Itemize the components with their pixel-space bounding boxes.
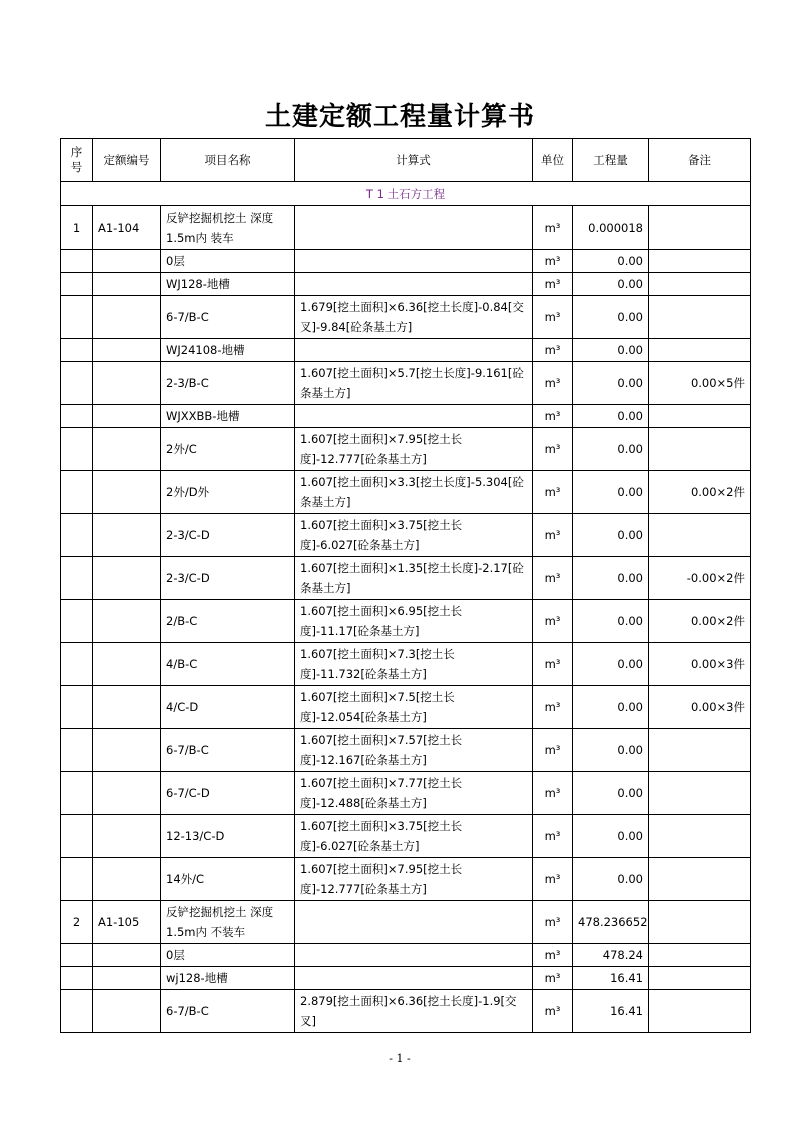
table-row bbox=[61, 557, 751, 600]
row-code bbox=[93, 471, 161, 514]
table-row bbox=[61, 858, 751, 901]
row-remark: 0.00×3件 bbox=[649, 643, 751, 686]
row-remark: -0.00×2件 bbox=[649, 557, 751, 600]
row-seq bbox=[61, 643, 93, 686]
row-code bbox=[93, 967, 161, 990]
header-quantity: 工程量 bbox=[573, 139, 649, 182]
row-quantity: 0.00 bbox=[573, 428, 649, 471]
row-name: 2外/D外 bbox=[161, 471, 295, 514]
section-title: T 1 土石方工程 bbox=[61, 182, 751, 206]
row-quantity: 16.41 bbox=[573, 990, 649, 1033]
row-code bbox=[93, 643, 161, 686]
row-unit: m³ bbox=[533, 600, 573, 643]
row-name: WJXXBB-地槽 bbox=[161, 405, 295, 428]
row-seq bbox=[61, 815, 93, 858]
page-number: - 1 - bbox=[389, 1052, 411, 1065]
row-formula bbox=[295, 944, 533, 967]
row-formula: 1.607[挖土面积]×7.95[挖土长度]-12.777[砼条基土方] bbox=[295, 428, 533, 471]
table-row bbox=[61, 471, 751, 514]
row-name: 2外/C bbox=[161, 428, 295, 471]
row-formula: 1.607[挖土面积]×5.7[挖土长度]-9.161[砼条基土方] bbox=[295, 362, 533, 405]
row-quantity: 478.24 bbox=[573, 944, 649, 967]
row-quantity: 0.00 bbox=[573, 815, 649, 858]
row-remark bbox=[649, 514, 751, 557]
row-quantity: 0.000018 bbox=[573, 206, 649, 250]
table-row bbox=[61, 967, 751, 990]
row-seq bbox=[61, 967, 93, 990]
row-name: 2-3/B-C bbox=[161, 362, 295, 405]
row-quantity: 0.00 bbox=[573, 514, 649, 557]
row-formula: 1.607[挖土面积]×3.75[挖土长度]-6.027[砼条基土方] bbox=[295, 815, 533, 858]
row-unit: m³ bbox=[533, 858, 573, 901]
row-name: WJ24108-地槽 bbox=[161, 339, 295, 362]
header-name: 项目名称 bbox=[161, 139, 295, 182]
row-name: 0层 bbox=[161, 250, 295, 273]
row-quantity: 0.00 bbox=[573, 686, 649, 729]
row-remark bbox=[649, 339, 751, 362]
row-remark bbox=[649, 250, 751, 273]
row-remark bbox=[649, 967, 751, 990]
row-seq bbox=[61, 405, 93, 428]
row-code bbox=[93, 600, 161, 643]
row-formula bbox=[295, 901, 533, 944]
table-row bbox=[61, 206, 751, 250]
row-code: A1-104 bbox=[93, 206, 161, 250]
header-remark: 备注 bbox=[649, 139, 751, 182]
row-unit: m³ bbox=[533, 729, 573, 772]
row-formula: 1.607[挖土面积]×3.3[挖土长度]-5.304[砼条基土方] bbox=[295, 471, 533, 514]
row-name: 4/B-C bbox=[161, 643, 295, 686]
row-seq bbox=[61, 514, 93, 557]
calculation-table bbox=[60, 138, 751, 1033]
table-row bbox=[61, 643, 751, 686]
table-row bbox=[61, 600, 751, 643]
header-code: 定额编号 bbox=[93, 139, 161, 182]
row-unit: m³ bbox=[533, 206, 573, 250]
row-name: 0层 bbox=[161, 944, 295, 967]
row-formula: 1.607[挖土面积]×1.35[挖土长度]-2.17[砼条基土方] bbox=[295, 557, 533, 600]
row-code bbox=[93, 339, 161, 362]
row-name: 6-7/C-D bbox=[161, 772, 295, 815]
row-name: 2/B-C bbox=[161, 600, 295, 643]
row-name: 6-7/B-C bbox=[161, 990, 295, 1033]
row-quantity: 0.00 bbox=[573, 339, 649, 362]
row-unit: m³ bbox=[533, 643, 573, 686]
row-quantity: 0.00 bbox=[573, 772, 649, 815]
table-row bbox=[61, 296, 751, 339]
row-formula bbox=[295, 206, 533, 250]
row-seq bbox=[61, 772, 93, 815]
row-quantity: 0.00 bbox=[573, 296, 649, 339]
row-unit: m³ bbox=[533, 273, 573, 296]
table-row bbox=[61, 362, 751, 405]
row-seq bbox=[61, 428, 93, 471]
row-code bbox=[93, 362, 161, 405]
row-formula bbox=[295, 967, 533, 990]
row-formula: 2.879[挖土面积]×6.36[挖土长度]-1.9[交叉] bbox=[295, 990, 533, 1033]
row-remark: 0.00×5件 bbox=[649, 362, 751, 405]
header-row bbox=[61, 139, 751, 182]
table-row bbox=[61, 250, 751, 273]
row-quantity: 0.00 bbox=[573, 362, 649, 405]
row-code: A1-105 bbox=[93, 901, 161, 944]
row-name: 2-3/C-D bbox=[161, 514, 295, 557]
header-formula: 计算式 bbox=[295, 139, 533, 182]
table-row bbox=[61, 686, 751, 729]
row-seq bbox=[61, 557, 93, 600]
row-remark bbox=[649, 990, 751, 1033]
row-name: 2-3/C-D bbox=[161, 557, 295, 600]
row-seq bbox=[61, 729, 93, 772]
row-code bbox=[93, 296, 161, 339]
row-name: 反铲挖掘机挖土 深度1.5m内 装车 bbox=[161, 206, 295, 250]
row-unit: m³ bbox=[533, 557, 573, 600]
header-seq: 序号 bbox=[61, 139, 93, 182]
row-unit: m³ bbox=[533, 815, 573, 858]
row-seq bbox=[61, 339, 93, 362]
row-quantity: 16.41 bbox=[573, 967, 649, 990]
header-unit: 单位 bbox=[533, 139, 573, 182]
table-row bbox=[61, 405, 751, 428]
row-seq bbox=[61, 362, 93, 405]
row-name: 反铲挖掘机挖土 深度1.5m内 不装车 bbox=[161, 901, 295, 944]
row-code bbox=[93, 729, 161, 772]
row-code bbox=[93, 990, 161, 1033]
table-row bbox=[61, 901, 751, 944]
row-formula bbox=[295, 405, 533, 428]
row-remark bbox=[649, 729, 751, 772]
row-code bbox=[93, 514, 161, 557]
row-unit: m³ bbox=[533, 296, 573, 339]
row-unit: m³ bbox=[533, 362, 573, 405]
row-name: WJ128-地槽 bbox=[161, 273, 295, 296]
row-code bbox=[93, 428, 161, 471]
row-seq bbox=[61, 471, 93, 514]
table-row bbox=[61, 944, 751, 967]
row-formula bbox=[295, 339, 533, 362]
row-name: 14外/C bbox=[161, 858, 295, 901]
table-row bbox=[61, 514, 751, 557]
row-code bbox=[93, 250, 161, 273]
table-row bbox=[61, 428, 751, 471]
row-seq bbox=[61, 858, 93, 901]
row-unit: m³ bbox=[533, 471, 573, 514]
row-unit: m³ bbox=[533, 405, 573, 428]
row-unit: m³ bbox=[533, 686, 573, 729]
table-row bbox=[61, 815, 751, 858]
row-seq bbox=[61, 296, 93, 339]
table-row bbox=[61, 772, 751, 815]
row-formula: 1.607[挖土面积]×7.5[挖土长度]-12.054[砼条基土方] bbox=[295, 686, 533, 729]
row-remark bbox=[649, 858, 751, 901]
row-quantity: 0.00 bbox=[573, 250, 649, 273]
row-quantity: 0.00 bbox=[573, 729, 649, 772]
row-formula: 1.607[挖土面积]×7.57[挖土长度]-12.167[砼条基土方] bbox=[295, 729, 533, 772]
row-quantity: 0.00 bbox=[573, 858, 649, 901]
row-seq bbox=[61, 273, 93, 296]
row-formula: 1.607[挖土面积]×7.77[挖土长度]-12.488[砼条基土方] bbox=[295, 772, 533, 815]
row-name: 6-7/B-C bbox=[161, 296, 295, 339]
table-row bbox=[61, 339, 751, 362]
row-remark bbox=[649, 273, 751, 296]
row-quantity: 0.00 bbox=[573, 557, 649, 600]
row-seq: 1 bbox=[61, 206, 93, 250]
row-remark bbox=[649, 405, 751, 428]
row-unit: m³ bbox=[533, 514, 573, 557]
row-formula: 1.679[挖土面积]×6.36[挖土长度]-0.84[交叉]-9.84[砼条基土方] bbox=[295, 296, 533, 339]
row-code bbox=[93, 405, 161, 428]
section-row bbox=[61, 182, 751, 206]
row-unit: m³ bbox=[533, 901, 573, 944]
row-remark bbox=[649, 944, 751, 967]
row-quantity: 0.00 bbox=[573, 600, 649, 643]
row-seq bbox=[61, 600, 93, 643]
row-seq: 2 bbox=[61, 901, 93, 944]
row-unit: m³ bbox=[533, 967, 573, 990]
document-title: 土建定额工程量计算书 bbox=[264, 102, 535, 132]
row-formula: 1.607[挖土面积]×7.3[挖土长度]-11.732[砼条基土方] bbox=[295, 643, 533, 686]
row-unit: m³ bbox=[533, 772, 573, 815]
row-formula bbox=[295, 250, 533, 273]
row-remark: 0.00×2件 bbox=[649, 600, 751, 643]
row-name: 6-7/B-C bbox=[161, 729, 295, 772]
row-seq bbox=[61, 944, 93, 967]
row-formula: 1.607[挖土面积]×3.75[挖土长度]-6.027[砼条基土方] bbox=[295, 514, 533, 557]
row-remark bbox=[649, 206, 751, 250]
row-remark: 0.00×2件 bbox=[649, 471, 751, 514]
row-remark bbox=[649, 428, 751, 471]
row-seq bbox=[61, 250, 93, 273]
row-quantity: 0.00 bbox=[573, 273, 649, 296]
row-seq bbox=[61, 990, 93, 1033]
row-remark bbox=[649, 296, 751, 339]
row-formula bbox=[295, 273, 533, 296]
row-code bbox=[93, 686, 161, 729]
row-code bbox=[93, 772, 161, 815]
table-row bbox=[61, 729, 751, 772]
table-row bbox=[61, 990, 751, 1033]
row-quantity: 0.00 bbox=[573, 643, 649, 686]
row-formula: 1.607[挖土面积]×6.95[挖土长度]-11.17[砼条基土方] bbox=[295, 600, 533, 643]
row-code bbox=[93, 815, 161, 858]
row-unit: m³ bbox=[533, 250, 573, 273]
row-name: 12-13/C-D bbox=[161, 815, 295, 858]
row-name: wj128-地槽 bbox=[161, 967, 295, 990]
row-unit: m³ bbox=[533, 944, 573, 967]
row-code bbox=[93, 858, 161, 901]
row-code bbox=[93, 273, 161, 296]
row-remark: 0.00×3件 bbox=[649, 686, 751, 729]
row-unit: m³ bbox=[533, 339, 573, 362]
row-quantity: 0.00 bbox=[573, 471, 649, 514]
row-quantity: 0.00 bbox=[573, 405, 649, 428]
row-code bbox=[93, 944, 161, 967]
row-unit: m³ bbox=[533, 428, 573, 471]
row-seq bbox=[61, 686, 93, 729]
row-quantity: 478.236652 bbox=[573, 901, 649, 944]
row-name: 4/C-D bbox=[161, 686, 295, 729]
table-row bbox=[61, 273, 751, 296]
row-remark bbox=[649, 901, 751, 944]
row-unit: m³ bbox=[533, 990, 573, 1033]
row-code bbox=[93, 557, 161, 600]
row-remark bbox=[649, 815, 751, 858]
row-remark bbox=[649, 772, 751, 815]
row-formula: 1.607[挖土面积]×7.95[挖土长度]-12.777[砼条基土方] bbox=[295, 858, 533, 901]
